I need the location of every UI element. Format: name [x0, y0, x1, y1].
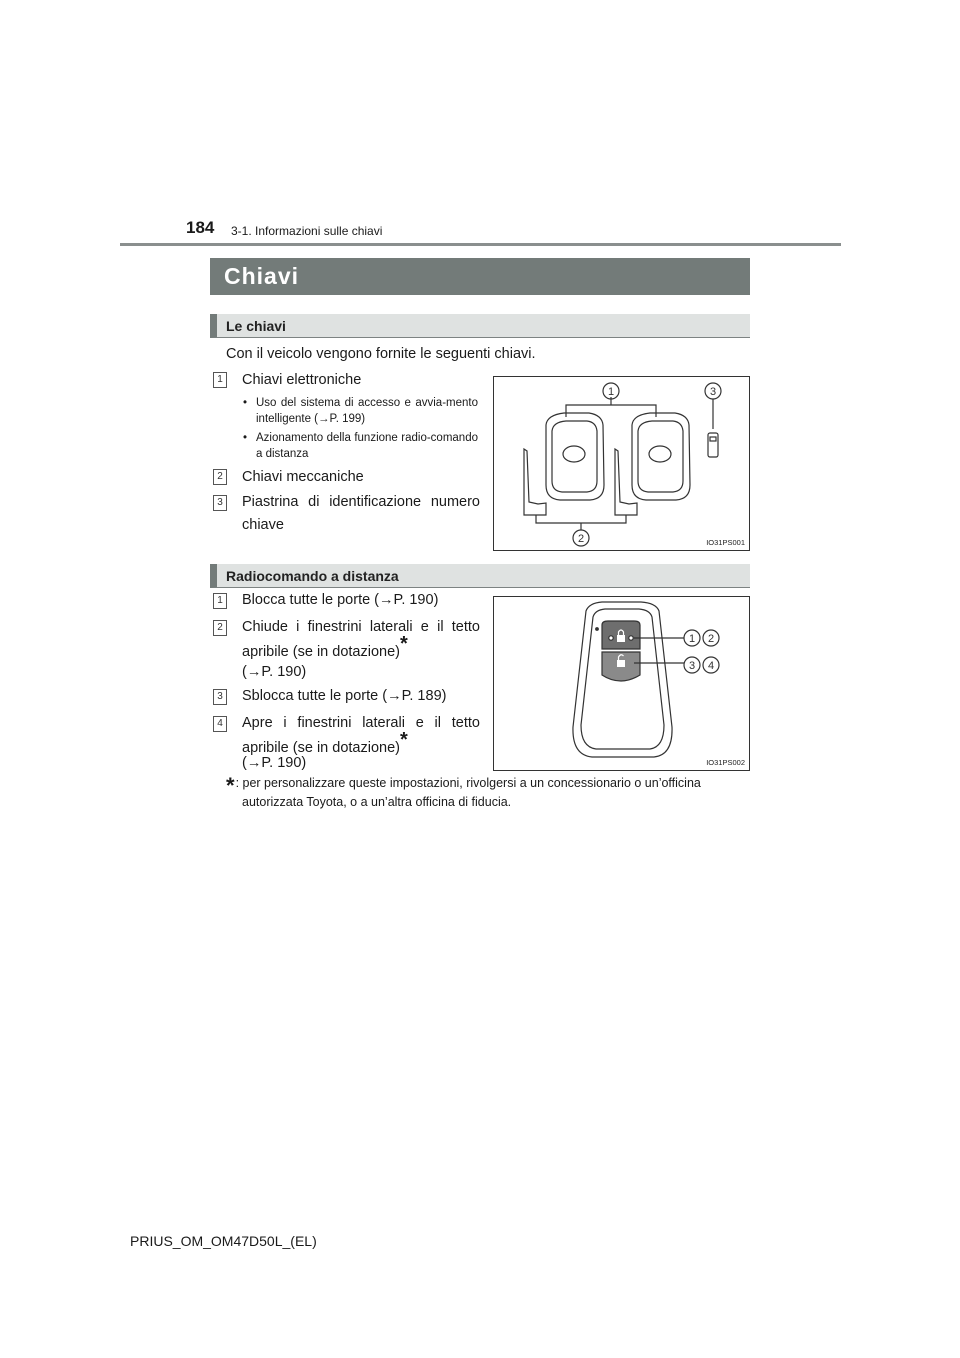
- footnote-line-1: : per personalizzare queste impostazioni, rivolgersi a un concessionario o un’officina: [235, 776, 701, 790]
- footnote: [226, 775, 756, 811]
- subheading-keys: [210, 314, 750, 338]
- callout-1: 1: [688, 633, 696, 645]
- figure-code: IO31PS002: [706, 758, 745, 767]
- header-rule: [120, 243, 841, 246]
- bullet-item: • Uso del sistema di accesso e avvia-mento intelligente (→P. 199): [243, 397, 478, 425]
- remote-item-open-windows: Apre i finestrini laterali e il tetto apribile (se in dotazione)*: [242, 715, 480, 756]
- callout-4: 4: [707, 660, 715, 672]
- callout-1: 1: [607, 386, 615, 398]
- footnote-asterisk: *: [226, 773, 235, 798]
- keys-illustration: [494, 377, 749, 550]
- item-number-badge: 2: [213, 620, 227, 636]
- callout-2: 2: [707, 633, 715, 645]
- document-code: PRIUS_OM_OM47D50L_(EL): [130, 1233, 317, 1249]
- remote-illustration: [494, 597, 749, 770]
- running-title: 3-1. Informazioni sulle chiavi: [231, 224, 383, 238]
- keys-figure: [493, 376, 750, 551]
- remote-item-close-windows-ref: (→P. 190): [242, 664, 307, 680]
- item-number-badge: 3: [213, 495, 227, 511]
- keys-item-plate: Piastrina di identificazione numero chiave: [242, 494, 480, 533]
- section-title-bar: [210, 258, 750, 295]
- item-number-badge: 3: [213, 689, 227, 705]
- remote-item-close-windows: Chiude i finestrini laterali e il tetto apribile (se in dotazione)*: [242, 619, 480, 660]
- callout-3: 3: [688, 660, 696, 672]
- subheading-remote: [210, 564, 750, 588]
- item-number-badge: 1: [213, 593, 227, 609]
- remote-item-open-windows-ref: (→P. 190): [242, 755, 307, 771]
- electronic-key-bullets: [243, 395, 478, 465]
- remote-item-lock: Blocca tutte le porte (→P. 190): [242, 592, 439, 608]
- item-number-badge: 4: [213, 716, 227, 732]
- callout-2: 2: [577, 533, 585, 545]
- page-number: 184: [186, 218, 215, 237]
- callout-3: 3: [709, 386, 717, 398]
- remote-figure: [493, 596, 750, 771]
- item-number-badge: 1: [213, 372, 227, 388]
- keys-item-electronic: Chiavi elettroniche: [242, 372, 362, 388]
- section-title: Chiavi: [224, 263, 300, 289]
- keys-item-mechanical: Chiavi meccaniche: [242, 469, 364, 485]
- subheading-remote-text: Radiocomando a distanza: [226, 568, 399, 584]
- item-number-badge: 2: [213, 469, 227, 485]
- subheading-keys-text: Le chiavi: [226, 318, 286, 334]
- keys-intro: Con il veicolo vengono fornite le seguenti chiavi.: [226, 346, 536, 362]
- remote-item-unlock: Sblocca tutte le porte (→P. 189): [242, 688, 447, 704]
- footnote-line-2: autorizzata Toyota, o a un’altra officina di fiducia.: [242, 795, 512, 809]
- figure-code: IO31PS001: [706, 538, 745, 547]
- bullet-item: • Azionamento della funzione radio-comando a distanza: [243, 432, 478, 460]
